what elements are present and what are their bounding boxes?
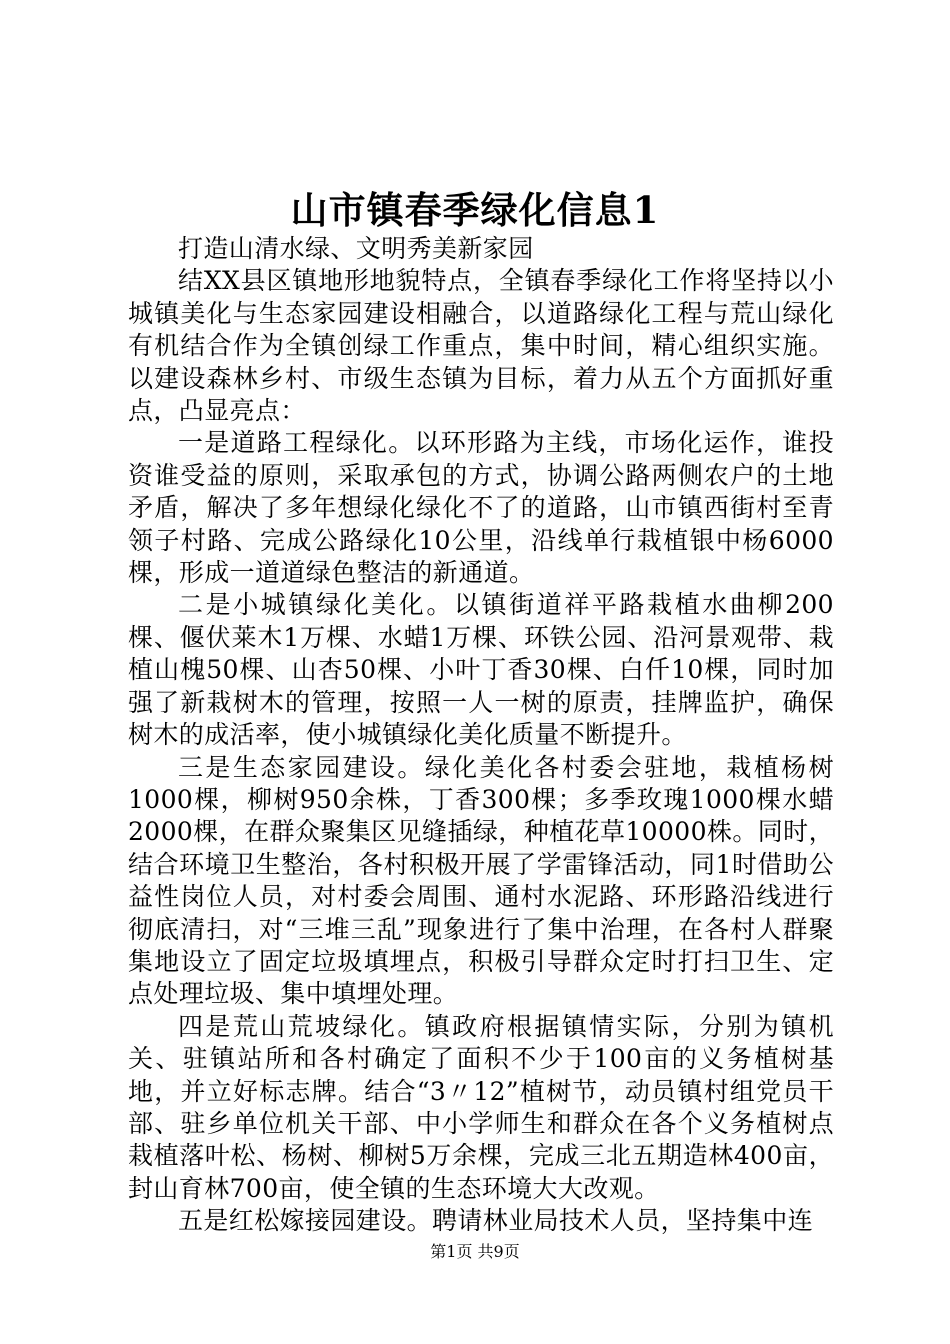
pine-graft-paragraph: 五是红松嫁接园建设。聘请林业局技术人员，坚持集中连 xyxy=(178,1206,814,1236)
eco-home-paragraph: 三是生态家园建设。绿化美化各村委会驻地，栽植杨树1000棵，柳树950余株，丁香300棵；多季玫瑰1000棵水蜡2000棵，在群众聚集区见缝插绿，种植花草10000株。同时，结合环境卫生整治，各村积极开展了学雷锋活动，同1时借助公益性岗位人员，对村委会周围、通村水泥路、环形路沿线进行彻底清扫，对“三堆三乱”现象进行了集中治理，在各村人群聚集地设立了固定垃圾填埋点，积极引导群众定时打扫卫生、定点处理垃圾、集中填埋处理。 xyxy=(128,752,834,1009)
document-title: 山市镇春季绿化信息1 xyxy=(290,188,660,232)
page-number-footer: 第1页 共9页 xyxy=(430,1242,520,1261)
town-greening-paragraph: 二是小城镇绿化美化。以镇街道祥平路栽植水曲柳200棵、偃伏莱木1万棵、水蜡1万棵、环铁公园、沿河景观带、栽植山槐50棵、山杏50棵、小叶丁香30棵、白仟10棵，同时加强了新栽树木的管理，按照一人一树的原责，挂牌监护，确保树木的成活率，使小城镇绿化美化质量不断提升。 xyxy=(128,590,834,750)
intro-paragraph: 结XX县区镇地形地貌特点，全镇春季绿化工作将坚持以小城镇美化与生态家园建设相融合，以道路绿化工程与荒山绿化有机结合作为全镇创绿工作重点，集中时间，精心组织实施。以建设森林乡村、市级生态镇为目标，着力从五个方面抓好重点，凸显亮点： xyxy=(128,266,834,426)
document-body xyxy=(128,233,834,1238)
barren-hill-paragraph: 四是荒山荒坡绿化。镇政府根据镇情实际，分别为镇机关、驻镇站所和各村确定了面积不少于100亩的义务植树基地，并立好标志牌。结合“3〃12”植树节，动员镇村组党员干部、驻乡单位机关干部、中小学师生和群众在各个义务植树点栽植落叶松、杨树、柳树5万余棵，完成三北五期造林400亩，封山育林700亩，使全镇的生态环境大大改观。 xyxy=(128,1011,834,1203)
subtitle-paragraph: 打造山清水绿、文明秀美新家园 xyxy=(178,234,534,263)
road-greening-paragraph: 一是道路工程绿化。以环形路为主线，市场化运作，谁投资谁受益的原则，采取承包的方式，协调公路两侧农户的土地矛盾，解决了多年想绿化绿化不了的道路，山市镇西街村至青领子村路、完成公路绿化10公里，沿线单行栽植银中杨6000棵，形成一道道绿色整洁的新通道。 xyxy=(128,428,834,588)
